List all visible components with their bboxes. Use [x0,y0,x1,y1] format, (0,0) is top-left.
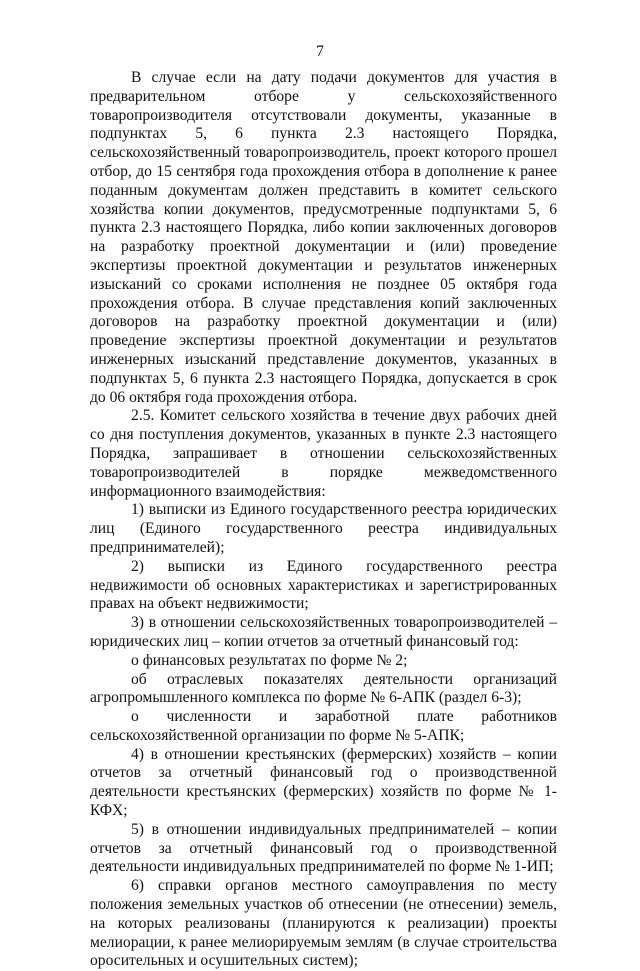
list-item-3-form-6-apk: об отраслевых показателях деятельности организаций агропромышленного комплекса по форме № 6-АПК (раздел 6-3); [90,670,557,707]
list-item-3-form-2: о финансовых результатах по форме № 2; [131,651,408,669]
document-body [90,69,557,971]
list-item-4: 4) в отношении крестьянских (фермерских) хозяйств – копии отчетов за отчетный финансовый год о производственной деятельности крестьянских (фермерских) хозяйств по форме № 1-КФХ; [90,745,557,820]
list-item-3-form-5-apk: о численности и заработной плате работников сельскохозяйственной организации по форме № 5-АПК; [90,708,557,744]
page-number: 7 [316,43,324,60]
paragraph-documents-deadline: В случае если на дату подачи документов для участия в предварительном отборе у сельскохозяйственного товаропроизводителя отсутствовали документы, указанные в подпунктах 5, 6 пункта 2.3 настоящего Порядка, сельскохозяйственный товаропроизводитель, проект которого прошел отбор, до 15 сентября года прохождения отбора в дополнение к ранее поданным документам должен представить в комитет сельского хозяйства копии документов, предусмотренные подпунктами 5, 6 пункта 2.3 настоящего Порядка, либо копии заключенных договоров на разработку проектной документации и (или) проведение экспертизы проектной документации и результатов инженерных изысканий со сроками исполнения не позднее 05 октября года прохождения отбора. В случае представления копий заключенных договоров на разработку проектной документации и (или) проведение экспертизы проектной документации и результатов инженерных изысканий представление документов, указанных в подпунктах 5, 6 пункта 2.3 настоящего Порядка, допускается в срок до 06 октября года прохождения отбора. [90,69,557,406]
paragraph-2-5: 2.5. Комитет сельского хозяйства в течение двух рабочих дней со дня поступления документов, указанных в пункте 2.3 настоящего Порядка, запрашивает в отношении сельскохозяйственных товаропроизводителей в порядке межведомственного информационного взаимодействия: [90,407,557,500]
list-item-6: 6) справки органов местного самоуправления по месту положения земельных участков об отнесении (не отнесении) земель, на которых реализованы (планируются к реализации) проекты мелиорации, к ранее мелиорируемым землям (в случае строительства оросительных и осушительных систем); [90,877,557,970]
list-item-3: 3) в отношении сельскохозяйственных товаропроизводителей – юридических лиц – копии отчетов за отчетный финансовый год: [90,614,557,650]
list-item-2: 2) выписки из Единого государственного реестра недвижимости об основных характеристиках и зарегистрированных правах на объект недвижимости; [90,557,557,613]
list-item-5: 5) в отношении индивидуальных предпринимателей – копии отчетов за отчетный финансовый год о производственной деятельности индивидуальных предпринимателей по форме № 1-ИП; [90,820,557,876]
list-item-1: 1) выписки из Единого государственного реестра юридических лиц (Единого государственного реестра индивидуальных предпринимателей); [90,501,557,556]
